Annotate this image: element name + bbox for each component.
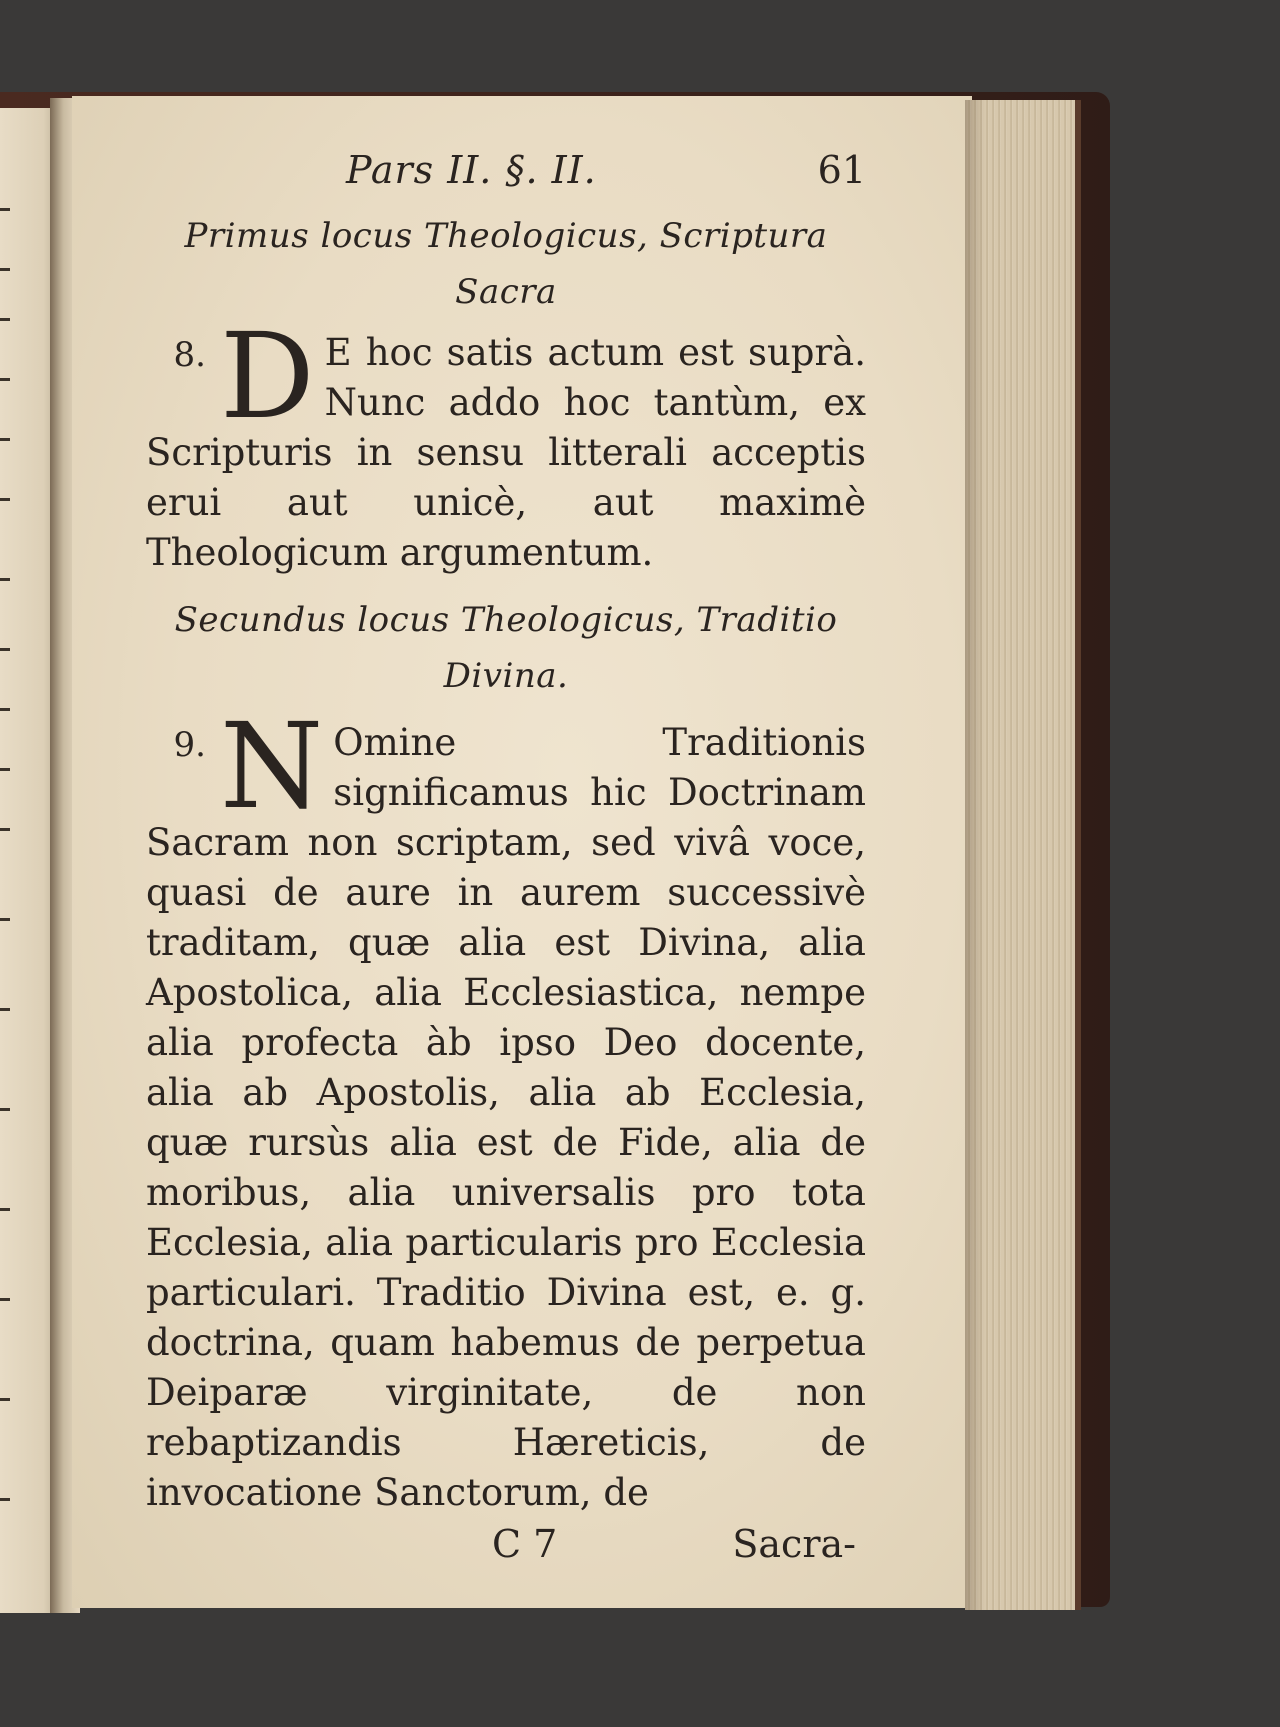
section-heading-1 [146,208,866,320]
running-head: Pars II. §. II. [346,148,597,192]
drop-cap: N [220,697,324,835]
paragraph-number: 9. [173,725,206,765]
paragraph-number: 8. [173,335,206,375]
paragraph-9 [146,697,866,1518]
section-heading-1-line2: Sacra [455,272,557,312]
section-heading-2-line2: Divina. [443,656,569,696]
section-heading-2 [146,592,866,704]
drop-cap: D [220,307,315,445]
signature-mark: C 7 [492,1522,558,1566]
page-text-block [146,148,866,1582]
left-page-text-fragments [0,108,14,1613]
paragraph-8 [146,307,866,578]
paragraph-text: E hoc satis actum est suprà. Nunc addo hoc tantùm, ex Scripturis in sensu litterali acceptis erui aut unicè, aut maximè Theologicum argumentum. [146,331,866,574]
section-heading-1-line1: Primus locus Theologicus, Scriptura [184,216,828,256]
page-header [146,148,866,208]
section-heading-2-line1: Secundus locus Theologicus, Traditio [174,600,838,640]
paragraph-text: Omine Traditionis significamus hic Doctrinam Sacram non scriptam, sed vivâ voce, quasi de aure in aurem successivè traditam, quæ alia est Divina, alia Apostolica, alia Ecclesiastica, nempe alia profecta àb ipso Deo docente, alia ab Apostolis, alia ab Ecclesia, quæ rursùs alia est de Fide, alia de moribus, alia universalis pro tota Ecclesia, alia particularis pro Ecclesia particulari. Traditio Divina est, e. g. doctrina, quam habemus de perpetua Deiparæ virginitate, de non rebaptizandis Hæreticis, de invocatione Sanctorum, de [146,721,866,1514]
catchword: Sacra- [732,1522,856,1566]
page-number: 61 [817,148,866,192]
page-footer [146,1522,866,1582]
page-edge-shadow [965,100,985,1610]
